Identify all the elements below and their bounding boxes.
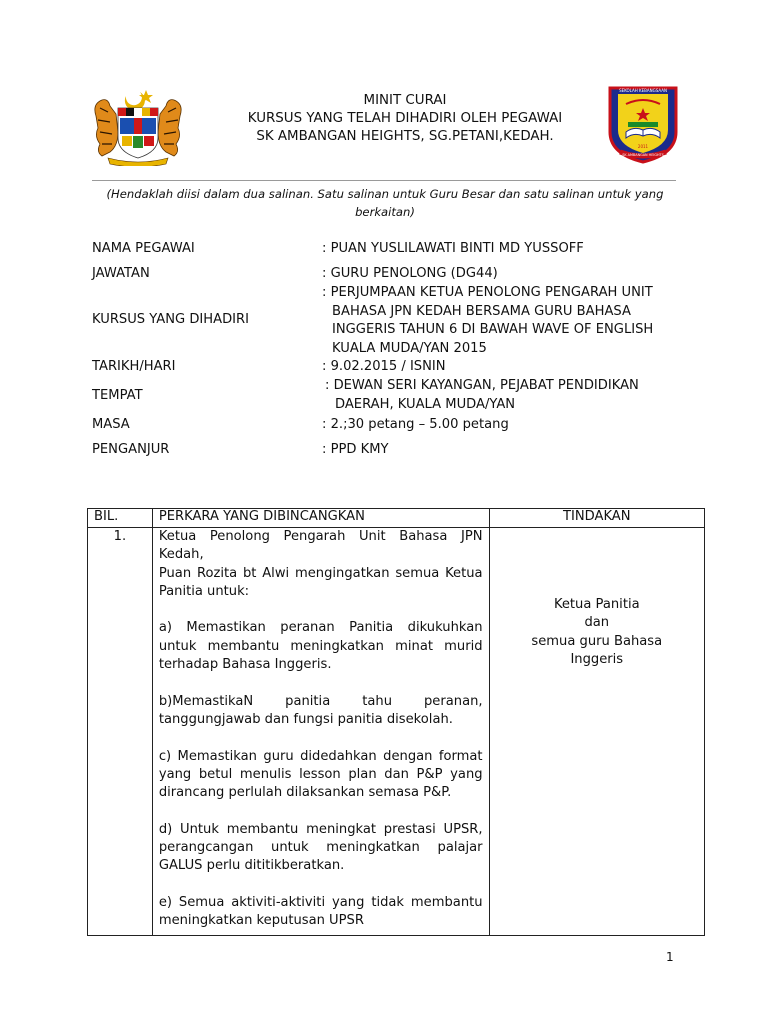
perkara-line-1: Ketua Penolong Pengarah Unit Bahasa JPN Kedah, bbox=[158, 529, 483, 563]
penganjur-label: PENGANJUR bbox=[92, 442, 170, 457]
row-bil: 1. bbox=[88, 528, 153, 936]
row-tindakan bbox=[489, 528, 704, 936]
instruction-note: (Hendaklah diisi dalam dua salinan. Satu salinan untuk Guru Besar dan satu salinan untuk yang berkaitan) bbox=[106, 187, 664, 219]
perkara-item-a: a) Memastikan peranan Panitia dikukuhkan untuk membantu meningkatkan minat murid terhadap Bahasa Inggeris. bbox=[158, 620, 483, 673]
perkara-intro bbox=[159, 528, 483, 601]
perkara-item-c: c) Memastikan guru didedahkan dengan format yang betul menulis lesson plan dan P&P yang dirancang perlulah dilaksankan semasa P&P. bbox=[158, 748, 483, 801]
perkara-item-e: e) Semua aktiviti-aktiviti yang tidak membantu meningkatkan keputusan UPSR bbox=[158, 894, 483, 929]
perkara-item-b: b)MemastikaN panitia tahu peranan, tanggungjawab dan fungsi panitia disekolah. bbox=[158, 693, 483, 727]
tindakan-line-1: Ketua Panitia bbox=[553, 597, 640, 612]
header-divider bbox=[92, 180, 676, 181]
tindakan-line-4: Inggeris bbox=[570, 651, 624, 667]
title-line-2: KURSUS YANG TELAH DIHADIRI OLEH PEGAWAI bbox=[247, 111, 563, 126]
header-perkara: PERKARA YANG DIBINCANGKAN bbox=[152, 509, 489, 528]
table-row bbox=[88, 528, 705, 936]
tindakan-line-3: semua guru Bahasa bbox=[531, 633, 663, 649]
kursus-value: : PERJUMPAAN KETUA PENOLONG PENGARAH UNIT BAHASA JPN KEDAH BERSAMA GURU BAHASA INGGERIS TAHUN 6 DI BAWAH WAVE OF ENGLISH KUALA MUDA/YAN 2015 bbox=[322, 285, 654, 356]
penganjur-value: : PPD KMY bbox=[322, 442, 389, 457]
document-title bbox=[190, 92, 620, 146]
crest-year: 2011 bbox=[637, 144, 649, 149]
perkara-item-d: d) Untuk membantu meningkat prestasi UPSR, perangcangan untuk meningkatkan palajar GALUS perlu dititikberatkan. bbox=[158, 821, 483, 874]
title-line-3: SK AMBANGAN HEIGHTS, SG.PETANI,KEDAH. bbox=[256, 129, 554, 144]
table-header-row bbox=[88, 509, 705, 528]
header-tindakan: TINDAKAN bbox=[489, 509, 704, 528]
nama-label: NAMA PEGAWAI bbox=[92, 241, 195, 256]
minutes-table bbox=[87, 508, 705, 936]
tempat-value: : DEWAN SERI KAYANGAN, PEJABAT PENDIDIKAN DAERAH, KUALA MUDA/YAN bbox=[325, 378, 639, 412]
nama-value: : PUAN YUSLILAWATI BINTI MD YUSSOFF bbox=[322, 241, 584, 256]
crest-text-top: SEKOLAH KEBANGSAAN bbox=[619, 88, 667, 93]
school-crest-icon bbox=[604, 82, 682, 164]
kursus-label: KURSUS YANG DIHADIRI bbox=[92, 312, 249, 327]
tarikh-value: : 9.02.2015 / ISNIN bbox=[322, 359, 446, 374]
jawatan-value: : GURU PENOLONG (DG44) bbox=[322, 266, 498, 281]
jawatan-label: JAWATAN bbox=[92, 266, 150, 281]
masa-label: MASA bbox=[92, 417, 130, 432]
tindakan-line-2: dan bbox=[584, 615, 610, 631]
crest-text-bottom: SK AMBANGAN HEIGHTS bbox=[622, 153, 664, 157]
header-bil: BIL. bbox=[88, 509, 153, 528]
title-line-1: MINIT CURAI bbox=[363, 93, 447, 108]
malaysia-coat-of-arms-icon bbox=[88, 86, 188, 166]
row-perkara bbox=[152, 528, 489, 936]
tarikh-label: TARIKH/HARI bbox=[92, 359, 176, 374]
tempat-label: TEMPAT bbox=[92, 388, 143, 403]
perkara-line-2: Puan Rozita bt Alwi mengingatkan semua Ketua Panitia untuk: bbox=[158, 565, 483, 599]
page-number: 1 bbox=[666, 950, 674, 964]
masa-value: : 2.;30 petang – 5.00 petang bbox=[322, 417, 509, 432]
